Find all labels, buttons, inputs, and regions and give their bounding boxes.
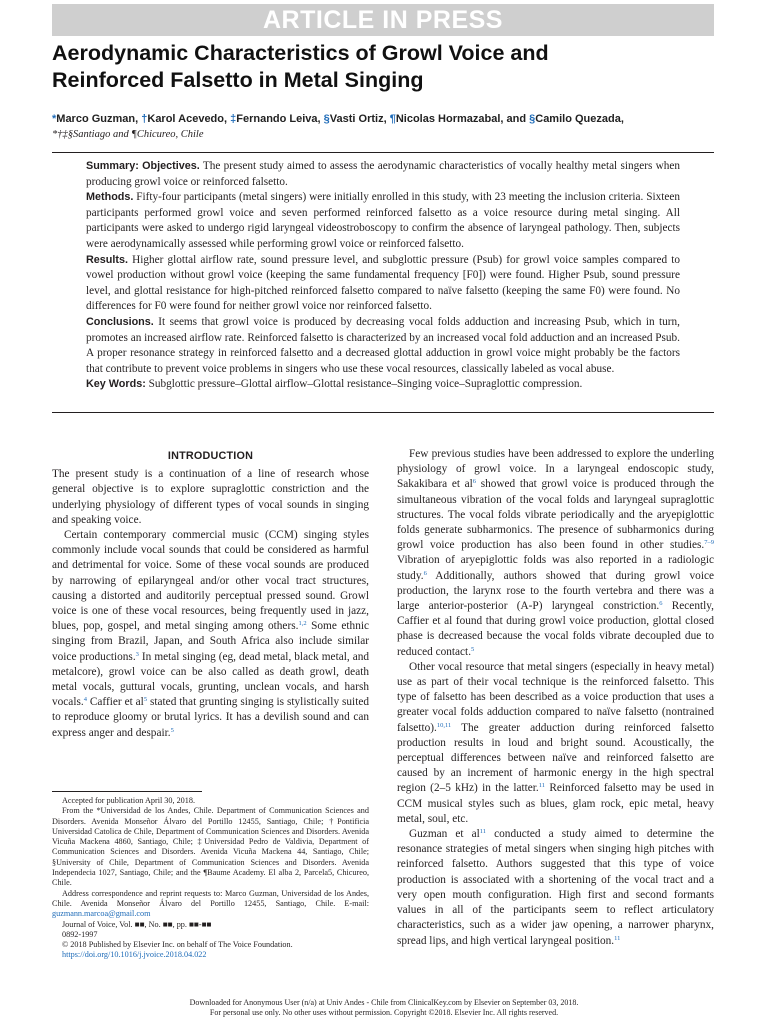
correspondence-note	[52, 889, 369, 920]
results-text: Higher glottal airflow rate, sound pressure level, and subglottic pressure (Psub) for growl voice samples compared to vowel production without growl voice (keeping the same fundamental frequency [F0]) were found. Higher Psub, sound pressure level, and glottal resistance for high-pitched reinforced falsetto compared to naïve falsetto (keeping the same F0) were found. No differences for F0 were found for neither growl voice nor reinforced falsetto.	[86, 253, 681, 313]
keywords-text: Subglottic pressure–Glottal airflow–Glottal resistance–Singing voice–Supraglottic compression.	[148, 378, 583, 391]
author-name: Camilo Quezada,	[535, 113, 624, 125]
footnotes	[52, 796, 369, 961]
article-title	[52, 40, 714, 94]
citation-link[interactable]: 1,2	[298, 620, 307, 628]
text-run: Guzman et al	[409, 828, 480, 841]
citation-link[interactable]: 11	[538, 782, 546, 790]
citation-link[interactable]: 6	[659, 600, 663, 608]
citation-link[interactable]: 5	[471, 645, 475, 653]
title-line-1: Aerodynamic Characteristics of Growl Voice and	[52, 41, 549, 65]
methods-label: Methods.	[86, 191, 134, 204]
affiliations-note: From the *Universidad de los Andes, Chile. Department of Communication Sciences and Disorders. Avenida Monseñor Álvaro del Portillo 12455, Santiago, Chile; †Pontificia Universidad Catolica de Chile, Department of Communication Sciences and Disorders. Avenida Vicuña Mackena 4860, Santiago, Chile; ‡Universidad Pedro de Valdivia, Department of Communication Sciences and Disorders. Avenida Vicuña Mackena 44, Santiago, Chile; §University of Chile, Department of Communication Sciences and Disorders. Avenida Independecia 1027, Santiago, Chile; and the ¶Baume Academy. El alba 2, Parcela5, Chicureo, Chile.	[52, 806, 369, 888]
rights-notice: For personal use only. No other uses without permission. Copyright ©2018. Elsevier Inc. All rights reserved.	[209, 1008, 559, 1017]
right-paragraph-2	[397, 660, 714, 827]
right-paragraph-1	[397, 447, 714, 660]
copyright-note: © 2018 Published by Elsevier Inc. on behalf of The Voice Foundation.	[62, 940, 293, 950]
author-name: Fernando Leiva,	[236, 113, 321, 125]
author-name: Karol Acevedo,	[147, 113, 228, 125]
methods-text: Fifty-four participants (metal singers) were initially enrolled in this study, with 23 meeting the inclusion criteria. Sixteen participants performed growl voice and seven performed reinforced falsetto as a voice resource during metal singing. All participants were asked to undergo rigid laryngeal videostroboscopy to confirm the absence of laryngeal pathology. Then, subjects were aerodynamically assessed while performing growl voice or reinforced falsetto.	[86, 191, 680, 250]
left-column	[52, 449, 369, 741]
journal-info: Journal of Voice, Vol. ■■, No. ■■, pp. ■■-■■	[62, 919, 212, 929]
citation-link[interactable]: 11	[479, 828, 487, 836]
download-footer	[0, 998, 768, 1018]
doi-link[interactable]: https://doi.org/10.1016/j.jvoice.2018.04.022	[62, 950, 207, 960]
text-run: Recently, Caffier et al found that during growl voice production, glottal closed phase is decreased because the vocal folds vibrate decoupled due to reduced contact.	[397, 600, 714, 658]
author-affiliation: *†‡§Santiago and ¶Chicureo, Chile	[52, 129, 204, 140]
objectives-label: Objectives.	[142, 160, 200, 172]
results-label: Results.	[86, 253, 129, 266]
keywords-label: Key Words:	[86, 378, 146, 391]
accepted-date: Accepted for publication April 30, 2018.	[62, 796, 196, 805]
introduction-heading: INTRODUCTION	[167, 450, 254, 462]
author-marker: *	[52, 113, 57, 125]
author-marker: †	[141, 113, 148, 125]
author-marker: §	[323, 113, 330, 125]
abstract-objectives	[86, 159, 680, 190]
text-run: stated that grunting singing is stylistically suited to reproduce gloomy or brutal lyrics. It has a devilish sound and can express anger and despair.	[52, 696, 370, 739]
conclusions-text: It seems that growl voice is produced by decreasing vocal folds adduction and increasing Psub, which in turn, promotes an increased airflow rate. Reinforced falsetto is characterized by an increased vocal fold adduction and an increased Psub. A proper resonance strategy in reinforced falsetto and a decreased glottal adduction in growl voice might probably be the factors that contribute to prevent voice problems in singers who use these vocal resources, classically labeled as vocal abuse.	[86, 315, 680, 375]
text-run: Additionally, authors showed that during growl voice production, the larynx rose to the fourth vertebra and there was a large anterior-posterior (A-P) laryngeal constriction.	[397, 569, 714, 613]
citation-link[interactable]: 7–9	[704, 539, 714, 547]
author-marker: ‡	[230, 113, 237, 125]
article-in-press-banner: ARTICLE IN PRESS	[52, 4, 714, 36]
intro-paragraph-2	[52, 528, 369, 741]
conclusions-label: Conclusions.	[86, 315, 154, 328]
author-list	[52, 112, 722, 126]
right-column	[397, 447, 714, 949]
text-run: Vibration of aryepiglottic folds was also reported in a radiologic study.	[397, 554, 714, 582]
citation-link[interactable]: 6	[472, 478, 477, 486]
correspondence-text: Address correspondence and reprint requests to: Marco Guzman, Universidad de los Andes, Chile. Avenida Monseñor Álvaro del Portillo 12455, Santiago, Chile. E-mail:	[52, 888, 369, 908]
abstract-results	[86, 253, 680, 315]
abstract-bottom-divider	[52, 412, 714, 413]
text-run: In metal singing (eg, dead metal, black metal, and metalcore), growl voice can be also called as death growl, death metal vocals, guttural vocals, grunting, unclean vocals, and harsh vocals.	[52, 650, 370, 709]
text-run: Reinforced falsetto may be used in CCM musical styles such as blues, glam rock, epic metal, heavy metal, soul, etc.	[397, 782, 714, 825]
email-link[interactable]: guzmann.marcoa@gmail.com	[52, 909, 151, 919]
text-run: conducted a study aimed to determine the resonance strategies of metal singers when singing high pitches with reinforced falsetto. Authors suggested that this type of voice production is associated with a shortening of the vocal tract and a very open mouth configuration. High first and second formants values in all of the participants seem to reflect articulatory characteristics, such as a wider jaw opening, a narrower pharynx, spread lips, and high vertical laryngeal position.	[397, 828, 714, 947]
citation-link[interactable]: 10,11	[436, 721, 452, 729]
author-marker: ¶	[389, 113, 396, 125]
issn: 0892-1997	[62, 929, 98, 939]
author-name: Vasti Ortiz,	[329, 113, 387, 125]
citation-link[interactable]: 3	[135, 650, 139, 658]
citation-link[interactable]: 4	[83, 696, 87, 704]
text-run: Few previous studies have been addressed to explore the underling physiology of growl voice. In a laryngeal endoscopic study, Sakakibara et al	[397, 448, 714, 491]
citation-link[interactable]: 5	[170, 726, 174, 734]
abstract-keywords	[86, 377, 680, 393]
text-run: The greater adduction during reinforced falsetto production results in loud and bright sound. Acoustically, the perceptual differences between naïve and reinforced falsetto are caused by an increment of harmonic energy in the high spectral region (2–5 kHz) in the latter.	[397, 721, 714, 795]
text-run: Some ethnic singing from Brazil, Japan, and South Africa also include similar voice productions.	[52, 620, 369, 663]
author-name: Nicolas Hormazabal, and	[395, 113, 527, 125]
citation-link[interactable]: 5	[143, 696, 148, 704]
text-run: Caffier et al	[86, 696, 144, 709]
author-marker: §	[529, 113, 536, 125]
objectives-text: The present study aimed to assess the aerodynamic characteristics of vocally healthy metal singers when producing growl voice or reinforced falsetto.	[86, 160, 681, 188]
text-run: Other vocal resource that metal singers (especially in heavy metal) use as part of their vocal technique is the reinforced falsetto. This type of falsetto has been described as a voice production that uses a greater vocal folds adduction compared to naïve falsetto (nontrained falsetto).	[397, 660, 714, 734]
text-run: Certain contemporary commercial music (CCM) singing styles commonly include vocal sounds that could be considered as harmful and detrimental for voice. Some of these vocal sounds are produced by narrowing of epilaryngeal and/or other vocal tract structures, causing a distorted and auditorily perceptual pressed sound. Growl voice is one of these vocal resources, being frequently used in jazz, blues, pop, gospel, and metal singing among others.	[52, 529, 369, 633]
author-name: Marco Guzman,	[56, 113, 139, 125]
right-paragraph-3	[397, 827, 714, 949]
citation-link[interactable]: 11	[614, 934, 621, 942]
title-line-2: Reinforced Falsetto in Metal Singing	[52, 68, 424, 92]
citation-link[interactable]: 6	[423, 569, 427, 577]
intro-paragraph-1: The present study is a continuation of a line of research whose general objective is to explore supraglottic constriction and the underlying physiology of different types of vocal sounds in singing and speaking voice.	[52, 468, 369, 526]
abstract	[86, 159, 680, 393]
summary-label: Summary:	[86, 160, 139, 172]
abstract-top-divider	[52, 152, 714, 153]
text-run: showed that growl voice is produced through the simultaneous vibration of the vocal folds and laryngeal supraglottic structures. The vocal folds vibrate periodically and the aryepiglottic folds generate subharmonics. The presence of subharmonics during growl voice production has also been found in other studies.	[397, 478, 715, 552]
abstract-methods	[86, 190, 680, 252]
download-notice: Downloaded for Anonymous User (n/a) at Univ Andes - Chile from ClinicalKey.com by Elsevier on September 03, 2018.	[189, 998, 579, 1007]
abstract-conclusions	[86, 315, 680, 377]
footnote-divider	[52, 791, 202, 792]
